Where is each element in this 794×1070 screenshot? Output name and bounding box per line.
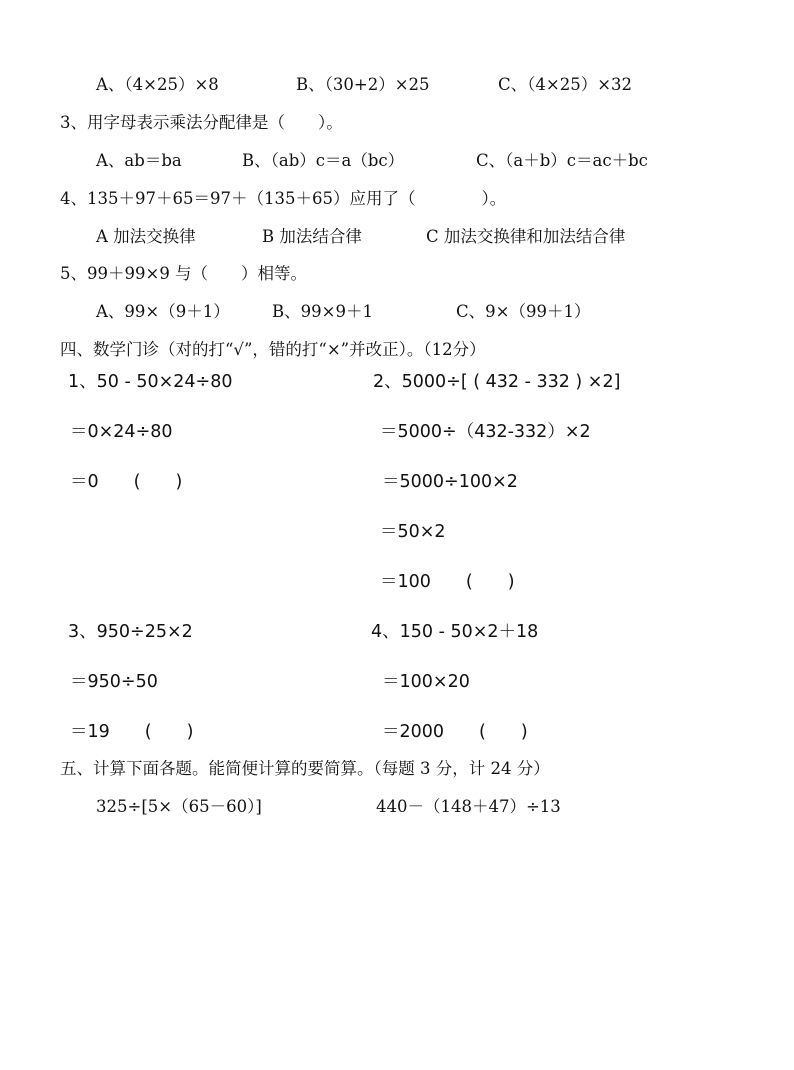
p2-line-4: ＝50×2: [380, 522, 446, 542]
q4-option-a: A 加法交换律: [96, 227, 196, 246]
p2-line-2: ＝5000÷（432-332）×2: [380, 422, 591, 442]
q4-option-c: C 加法交换律和加法结合律: [426, 227, 626, 246]
p1-line-2: ＝0×24÷80: [70, 422, 173, 442]
p2-line-5: ＝100 ( ): [380, 572, 515, 592]
q5-option-c: C、9×（99＋1）: [456, 302, 591, 321]
section5-title: 五、计算下面各题。能简便计算的要简算。（每题 3 分，计 24 分）: [60, 759, 550, 778]
q5-option-a: A、99×（9＋1）: [96, 302, 230, 321]
p1-line-3: ＝0 ( ): [70, 472, 183, 492]
q2-option-b: B、（30+2）×25: [296, 75, 430, 94]
q2-option-c: C、（4×25）×32: [498, 75, 633, 94]
p2-line-3: ＝5000÷100×2: [382, 472, 518, 492]
p1-line-1: 1、50 - 50×24÷80: [68, 372, 233, 392]
p4-line-1: 4、150 - 50×2＋18: [371, 622, 539, 642]
section5-expr-2: 440－（148＋47）÷13: [376, 797, 561, 816]
p3-line-3: ＝19 ( ): [70, 722, 194, 742]
q5-stem: 5、99＋99×9 与（ ）相等。: [60, 264, 308, 283]
p3-line-1: 3、950÷25×2: [68, 622, 193, 642]
section5-expr-1: 325÷[5×（65－60）]: [96, 797, 262, 816]
section4-title: 四、数学门诊（对的打“√”，错的打“×”并改正）。（12分）: [60, 340, 486, 359]
q4-option-b: B 加法结合律: [262, 227, 362, 246]
p4-line-3: ＝2000 ( ): [382, 722, 528, 742]
q3-option-b: B、（ab）c＝a（bc）: [242, 151, 405, 170]
q2-option-a: A、（4×25）×8: [96, 75, 219, 94]
p4-line-2: ＝100×20: [382, 672, 470, 692]
q5-option-b: B、99×9＋1: [272, 302, 373, 321]
p3-line-2: ＝950÷50: [70, 672, 158, 692]
p2-line-1: 2、5000÷[ ( 432 - 332 ) ×2]: [373, 372, 621, 392]
q3-stem: 3、用字母表示乘法分配律是（ ）。: [60, 113, 343, 132]
q3-option-c: C、（a＋b）c＝ac＋bc: [476, 151, 648, 170]
q4-stem: 4、135＋97＋65＝97＋（135＋65）应用了（ ）。: [60, 189, 507, 208]
q3-option-a: A、ab＝ba: [96, 151, 182, 170]
